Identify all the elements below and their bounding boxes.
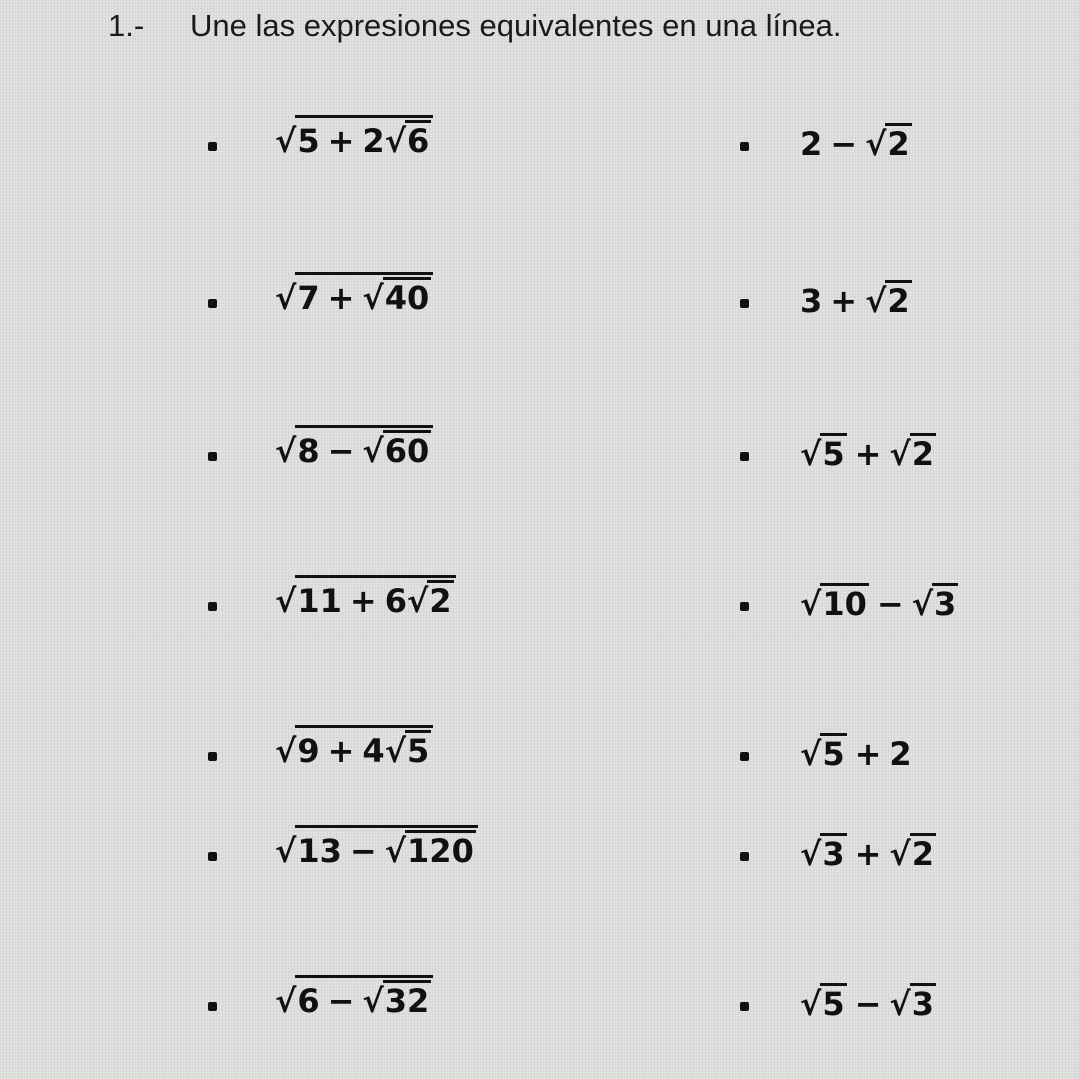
radicand-integer: 13 [297,832,342,870]
radicand-value: 3 [911,985,935,1023]
bullet-icon [740,452,749,461]
radicand-value: 40 [384,279,430,317]
radical-sign-icon: √ [911,585,934,623]
term-a: 2 [800,125,823,163]
radical-sign-icon: √ [800,735,822,773]
radicand [295,425,433,470]
inner-radical [362,980,431,1020]
radicand [820,833,846,873]
term-b-radical [889,833,936,873]
operator: − [349,832,377,870]
bullet-icon [208,299,217,308]
bullet-icon [208,142,217,151]
term-b: 2 [889,735,912,773]
radicand [910,833,936,873]
radicand-value: 5 [822,435,845,473]
radicand-value: 5 [822,735,845,773]
term-a-radical [800,433,847,473]
bullet-icon [208,852,217,861]
exercise-number: 1.- [108,8,145,43]
radical-sign-icon: √ [889,435,911,473]
radicand [295,975,433,1020]
bullet-icon [208,752,217,761]
radical-sign-icon: √ [800,985,822,1023]
radicand-integer: 7 [297,279,320,317]
coefficient: 2 [362,122,385,160]
right-expression-3 [800,433,936,473]
radicand-integer: 9 [297,732,320,770]
radicand-value: 5 [407,732,430,770]
radicand [820,983,846,1023]
operator: − [327,982,355,1020]
radicand [910,433,936,473]
bullet-icon [208,602,217,611]
radicand-value: 120 [407,832,474,870]
radicand [820,733,846,773]
coefficient: 4 [362,732,385,770]
radical-sign-icon: √ [362,982,384,1020]
radical-sign-icon: √ [384,732,407,770]
radicand-value: 3 [934,585,957,623]
radical-sign-icon: √ [384,122,407,160]
inner-radical [384,120,432,160]
radical-sign-icon: √ [384,832,407,870]
outer-radical [275,575,456,620]
coefficient: 6 [384,582,407,620]
radicand [820,433,846,473]
radical-sign-icon: √ [275,432,297,470]
right-expression-4 [800,583,958,623]
left-expression-1 [275,115,433,160]
operator: + [854,435,882,473]
operator: + [327,122,355,160]
term-a-radical [800,733,847,773]
outer-radical [275,425,433,470]
radicand [405,730,431,770]
inner-radical [362,277,431,317]
radical-sign-icon: √ [362,432,384,470]
bullet-icon [740,752,749,761]
left-expression-6 [275,825,478,870]
outer-radical [275,115,433,160]
radicand [295,825,477,870]
exercise-instruction: Une las expresiones equivalentes en una línea. [190,8,842,43]
radical-sign-icon: √ [889,835,911,873]
radicand-value: 2 [887,125,910,163]
operator: − [876,585,904,623]
inner-radical [362,430,431,470]
outer-radical [275,975,433,1020]
radical-sign-icon: √ [865,125,887,163]
radicand [383,430,432,470]
radicand [295,575,455,620]
bullet-icon [740,602,749,611]
radical-sign-icon: √ [275,122,297,160]
radicand [885,280,911,320]
right-expression-7 [800,983,936,1023]
radicand [383,980,432,1020]
left-expression-7 [275,975,433,1020]
radical-sign-icon: √ [865,282,887,320]
radical-sign-icon: √ [800,835,822,873]
bullet-icon [740,852,749,861]
radical-sign-icon: √ [362,279,384,317]
inner-radical [384,830,476,870]
radicand [405,830,476,870]
right-expression-1 [800,123,912,163]
left-expression-2 [275,272,433,317]
radicand [295,272,433,317]
radicand-value: 6 [407,122,430,160]
radical-sign-icon: √ [275,982,297,1020]
radicand [405,120,431,160]
term-b-radical [889,983,936,1023]
left-expression-4 [275,575,456,620]
right-expression-6 [800,833,936,873]
right-expression-5 [800,733,912,773]
term-b-radical [865,123,912,163]
bullet-icon [208,452,217,461]
right-expression-2 [800,280,912,320]
radical-sign-icon: √ [800,585,822,623]
radicand-value: 3 [822,835,845,873]
radicand [820,583,869,623]
bullet-icon [740,299,749,308]
operator: + [349,582,377,620]
term-b-radical [889,433,936,473]
inner-radical [406,580,454,620]
term-a-radical [800,983,847,1023]
radicand-value: 2 [429,582,452,620]
radicand-integer: 8 [297,432,320,470]
radicand [932,583,958,623]
radicand-value: 32 [384,982,430,1020]
operator: + [830,282,858,320]
operator: − [830,125,858,163]
inner-radical [384,730,432,770]
radicand-value: 2 [887,282,910,320]
radicand-value: 10 [822,585,867,623]
bullet-icon [208,1002,217,1011]
radicand-value: 60 [384,432,430,470]
radical-sign-icon: √ [275,279,297,317]
operator: − [854,985,882,1023]
radical-sign-icon: √ [275,582,297,620]
term-a-radical [800,833,847,873]
term-b-radical [911,583,959,623]
radicand [383,277,432,317]
operator: + [327,732,355,770]
radical-sign-icon: √ [889,985,911,1023]
term-b-radical [865,280,912,320]
outer-radical [275,272,433,317]
term-a: 3 [800,282,823,320]
radical-sign-icon: √ [406,582,429,620]
term-a-radical [800,583,869,623]
radicand-value: 2 [911,835,935,873]
operator: − [327,432,355,470]
left-expression-5 [275,725,433,770]
radical-sign-icon: √ [800,435,822,473]
radicand-integer: 5 [297,122,320,160]
bullet-icon [740,142,749,151]
bullet-icon [740,1002,749,1011]
radicand [295,115,433,160]
radical-sign-icon: √ [275,832,297,870]
operator: + [854,735,882,773]
radical-sign-icon: √ [275,732,297,770]
radicand-value: 5 [822,985,845,1023]
radicand-integer: 11 [297,582,342,620]
radicand-value: 2 [911,435,935,473]
radicand [885,123,911,163]
outer-radical [275,825,478,870]
radicand-integer: 6 [297,982,320,1020]
left-expression-3 [275,425,433,470]
outer-radical [275,725,433,770]
operator: + [327,279,355,317]
radicand [295,725,433,770]
radicand [427,580,453,620]
radicand [910,983,936,1023]
operator: + [854,835,882,873]
